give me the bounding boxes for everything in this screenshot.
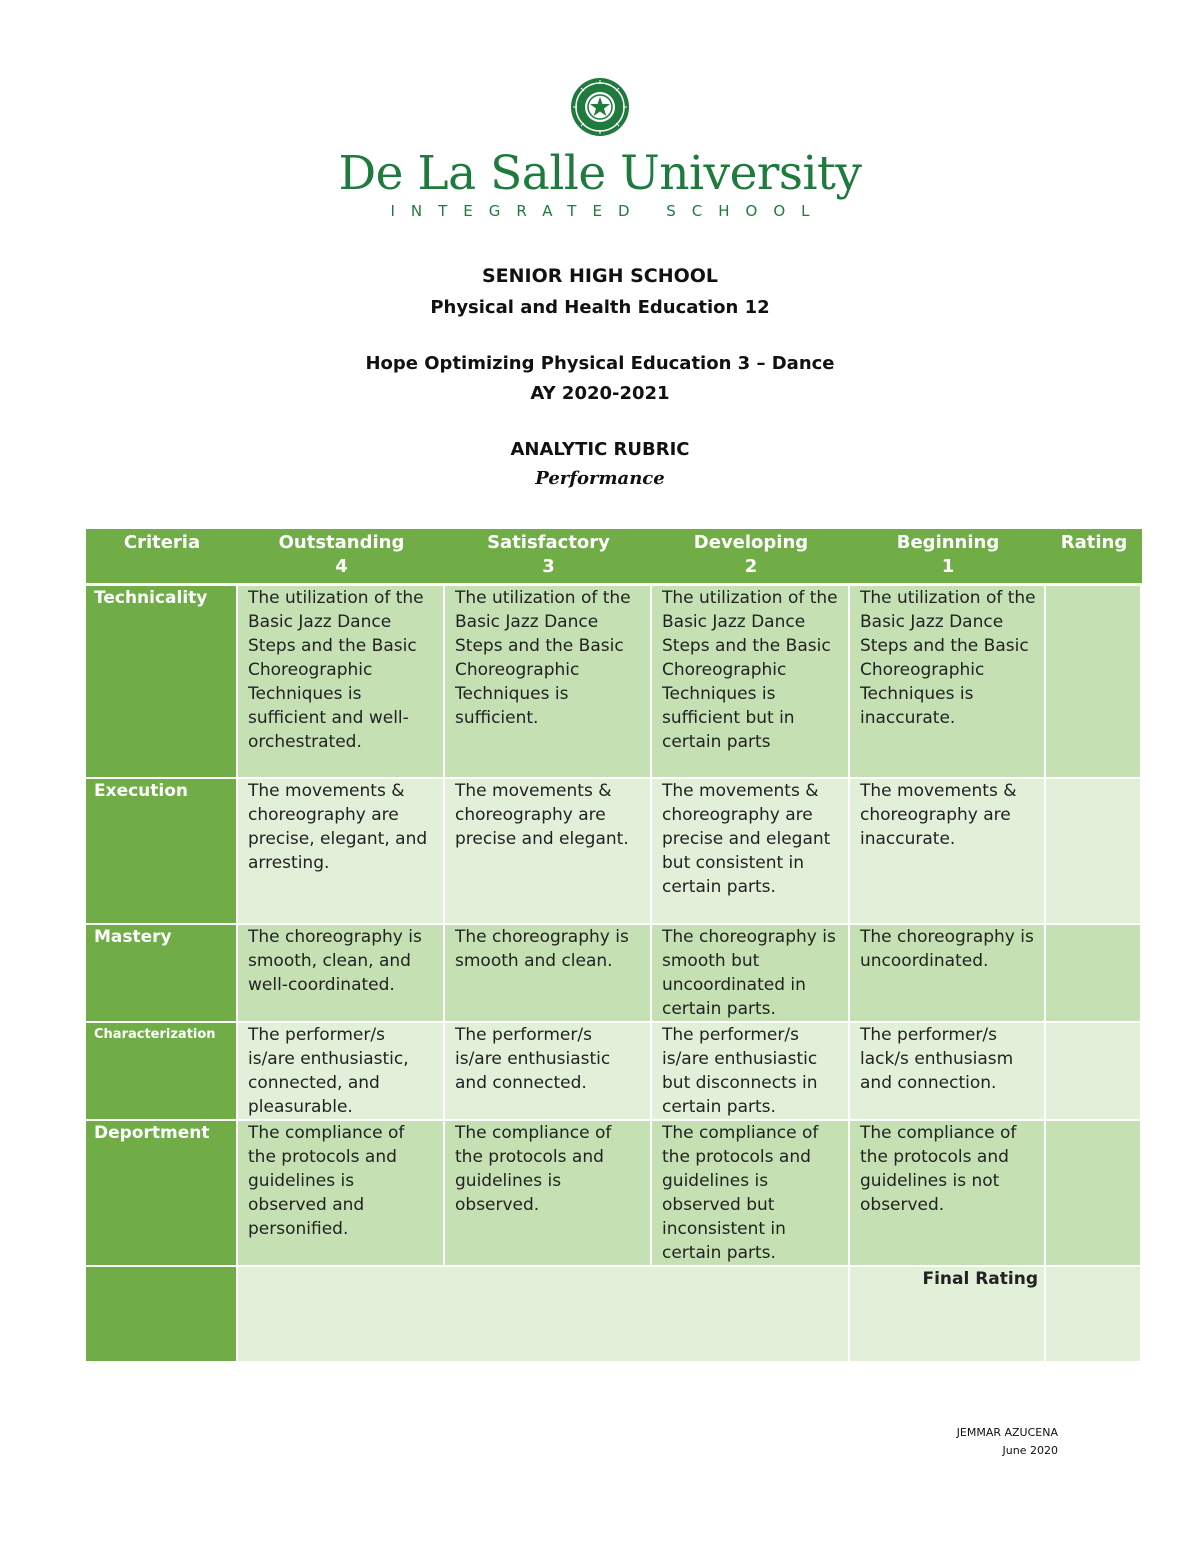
column-header: Rating xyxy=(1046,529,1142,586)
academic-year: AY 2020-2021 xyxy=(530,383,670,404)
descriptor-cell: The performer/s is/are enthusiastic but disconnects in certain parts. xyxy=(652,1023,850,1121)
descriptor-cell: The utilization of the Basic Jazz Dance Steps and the Basic Choreographic Techniques is sufficient but in certain parts xyxy=(652,586,850,779)
descriptor-cell: The utilization of the Basic Jazz Dance Steps and the Basic Choreographic Techniques is inaccurate. xyxy=(850,586,1046,779)
final-rating-label: Final Rating xyxy=(850,1267,1046,1363)
rating-cell[interactable] xyxy=(1046,586,1142,779)
column-header: Satisfactory 3 xyxy=(445,529,652,586)
final-rating-row xyxy=(86,1267,1142,1363)
descriptor-cell: The choreography is smooth but uncoordinated in certain parts. xyxy=(652,925,850,1023)
final-row-label-cell xyxy=(86,1267,238,1363)
descriptor-cell: The compliance of the protocols and guidelines is observed. xyxy=(445,1121,652,1267)
descriptor-cell: The movements & choreography are precise, elegant, and arresting. xyxy=(238,779,445,925)
descriptor-cell: The movements & choreography are precise and elegant but consistent in certain parts. xyxy=(652,779,850,925)
column-header: Criteria xyxy=(86,529,238,586)
column-header: Outstanding 4 xyxy=(238,529,445,586)
rating-cell[interactable] xyxy=(1046,1121,1142,1267)
rubric-title: ANALYTIC RUBRIC xyxy=(510,439,690,460)
descriptor-cell: The performer/s is/are enthusiastic and connected. xyxy=(445,1023,652,1121)
table-row xyxy=(86,586,1142,779)
descriptor-cell: The compliance of the protocols and guidelines is observed and personified. xyxy=(238,1121,445,1267)
table-row xyxy=(86,925,1142,1023)
descriptor-cell: The compliance of the protocols and guidelines is observed but inconsistent in certain parts. xyxy=(652,1121,850,1267)
rating-cell[interactable] xyxy=(1046,925,1142,1023)
descriptor-cell: The movements & choreography are precise and elegant. xyxy=(445,779,652,925)
column-header: Beginning 1 xyxy=(850,529,1046,586)
author-name: JEMMAR AZUCENA xyxy=(956,1426,1058,1439)
signature-block xyxy=(957,1424,1058,1460)
descriptor-cell: The choreography is uncoordinated. xyxy=(850,925,1046,1023)
descriptor-cell: The performer/s is/are enthusiastic, connected, and pleasurable. xyxy=(238,1023,445,1121)
dlsu-seal-icon xyxy=(569,76,631,138)
final-rating-cell[interactable] xyxy=(1046,1267,1142,1363)
level-title: SENIOR HIGH SCHOOL xyxy=(481,265,719,287)
descriptor-cell: The compliance of the protocols and guidelines is not observed. xyxy=(850,1121,1046,1267)
subject-title: Physical and Health Education 12 xyxy=(430,297,770,318)
criterion-label: Characterization xyxy=(86,1023,238,1121)
rubric-type: Performance xyxy=(535,468,665,489)
descriptor-cell: The choreography is smooth, clean, and well-coordinated. xyxy=(238,925,445,1023)
table-row xyxy=(86,1023,1142,1121)
table-row xyxy=(86,779,1142,925)
criterion-label: Execution xyxy=(86,779,238,925)
document-date: June 2020 xyxy=(1002,1444,1058,1457)
rating-cell[interactable] xyxy=(1046,779,1142,925)
course-title: Hope Optimizing Physical Education 3 – Dance xyxy=(365,353,835,374)
descriptor-cell: The utilization of the Basic Jazz Dance Steps and the Basic Choreographic Techniques is sufficient and well-orchestrated. xyxy=(238,586,445,779)
column-header: Developing 2 xyxy=(652,529,850,586)
criterion-label: Technicality xyxy=(86,586,238,779)
school-name: INTEGRATED SCHOOL xyxy=(390,202,826,220)
university-name: De La Salle University xyxy=(338,146,862,201)
descriptor-cell: The utilization of the Basic Jazz Dance Steps and the Basic Choreographic Techniques is sufficient. xyxy=(445,586,652,779)
rating-cell[interactable] xyxy=(1046,1023,1142,1121)
rubric-table xyxy=(86,529,1142,1363)
descriptor-cell: The movements & choreography are inaccurate. xyxy=(850,779,1046,925)
table-row xyxy=(86,1121,1142,1267)
final-row-blank xyxy=(238,1267,850,1363)
descriptor-cell: The performer/s lack/s enthusiasm and connection. xyxy=(850,1023,1046,1121)
table-header-row xyxy=(86,529,1142,586)
criterion-label: Mastery xyxy=(86,925,238,1023)
descriptor-cell: The choreography is smooth and clean. xyxy=(445,925,652,1023)
criterion-label: Deportment xyxy=(86,1121,238,1267)
university-logo xyxy=(0,76,1200,220)
